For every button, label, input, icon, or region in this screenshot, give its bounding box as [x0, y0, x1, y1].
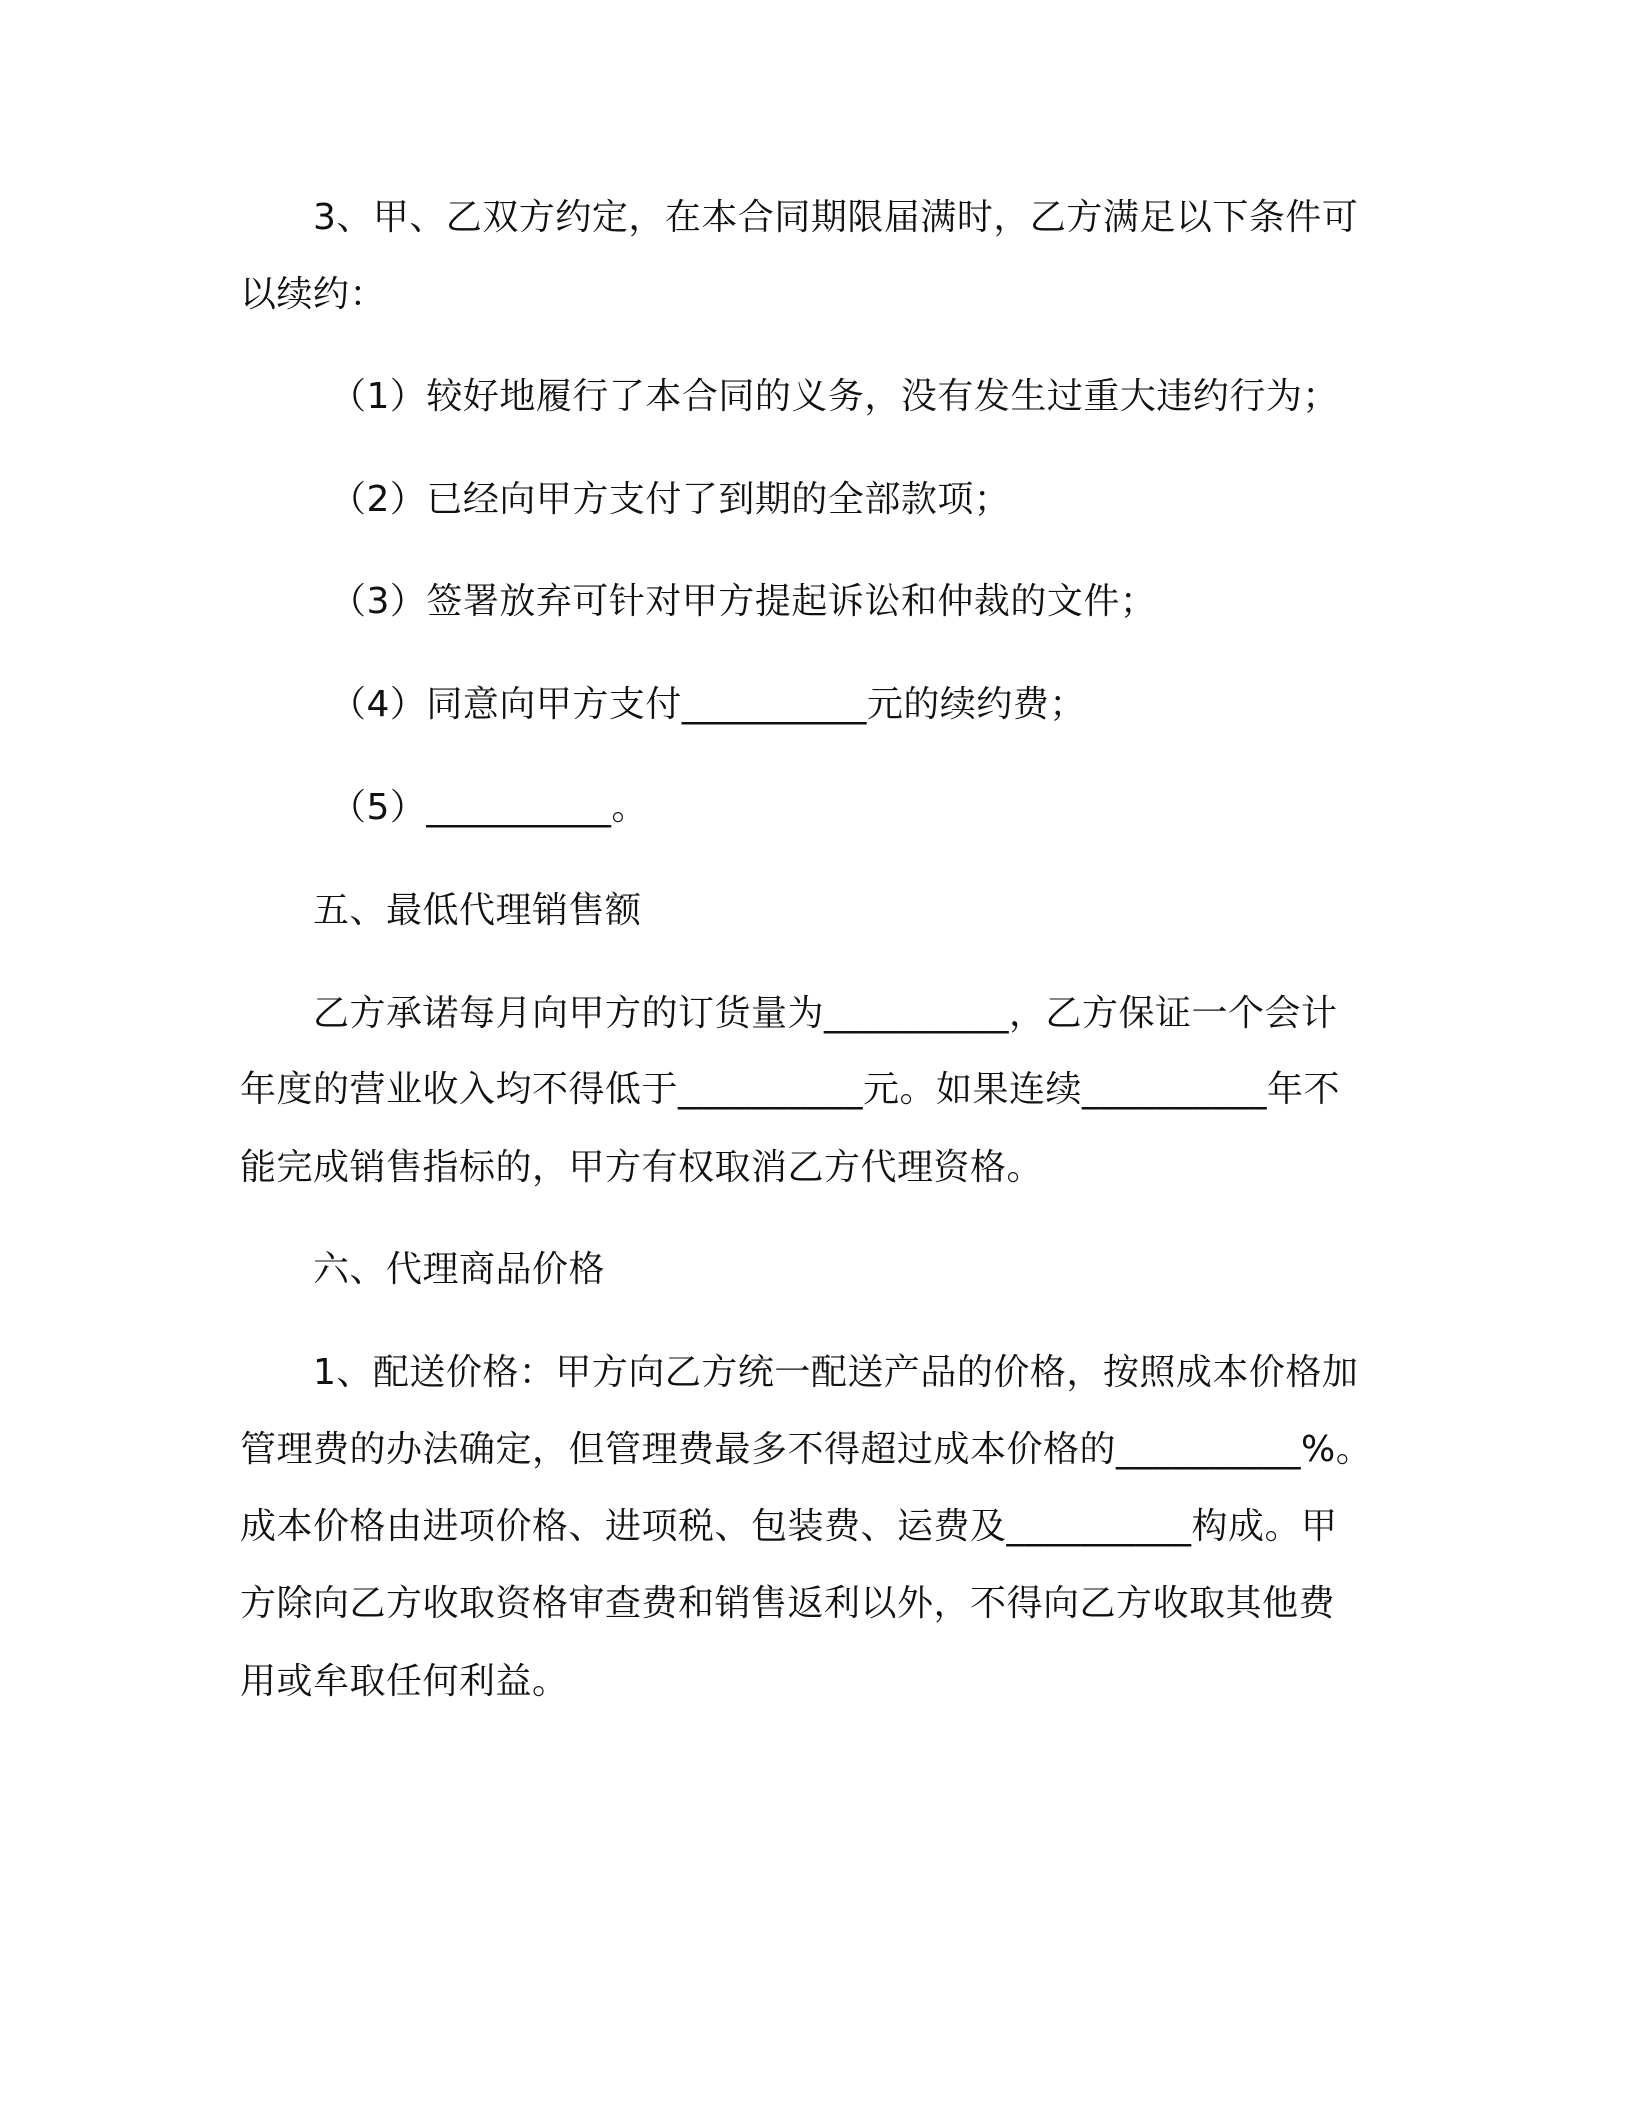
section-5-heading: 五、最低代理销售额 [313, 890, 642, 931]
section-6-line-3: 成本价格由进项价格、进项税、包装费、运费及__________构成。甲 [240, 1506, 1338, 1547]
condition-5: （5）__________。 [330, 787, 648, 828]
section-6-line-5: 用或牟取任何利益。 [240, 1661, 569, 1702]
condition-2: （2）已经向甲方支付了到期的全部款项； [330, 479, 1011, 520]
section-5-line-3: 能完成销售指标的，甲方有权取消乙方代理资格。 [240, 1147, 1044, 1188]
section-6-heading: 六、代理商品价格 [313, 1249, 606, 1290]
section-6-line-2: 管理费的办法确定，但管理费最多不得超过成本价格的__________%。 [240, 1429, 1373, 1470]
condition-4: （4）同意向甲方支付__________元的续约费； [330, 684, 1086, 725]
condition-3: （3）签署放弃可针对甲方提起诉讼和仲裁的文件； [330, 581, 1157, 622]
section-5-line-1: 乙方承诺每月向甲方的订货量为__________，乙方保证一个会计 [313, 993, 1338, 1034]
section-6-line-1: 1、配送价格：甲方向乙方统一配送产品的价格，按照成本价格加 [313, 1352, 1359, 1393]
condition-1: （1）较好地履行了本合同的义务，没有发生过重大违约行为； [330, 376, 1339, 417]
clause-3-line-1: 3、甲、乙双方约定，在本合同期限届满时，乙方满足以下条件可 [313, 197, 1359, 238]
clause-3-line-2: 以续约： [240, 274, 387, 315]
section-5-line-2: 年度的营业收入均不得低于__________元。如果连续__________年不 [240, 1069, 1341, 1110]
section-6-line-4: 方除向乙方收取资格审查费和销售返利以外，不得向乙方收取其他费 [240, 1583, 1336, 1624]
